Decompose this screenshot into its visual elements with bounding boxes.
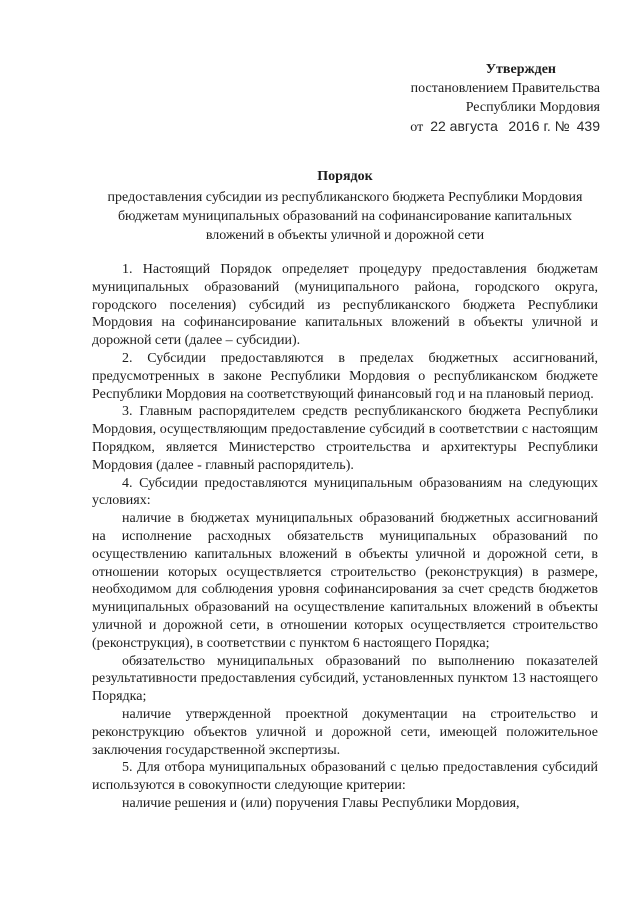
date-day-month: 22 августа (430, 118, 498, 134)
document-title: Порядок (317, 169, 373, 184)
paragraph-4: 4. Субсидии предоставляются муниципальным образованиям на следующих условиях: (92, 475, 598, 509)
document-title-block (90, 167, 600, 245)
decree-number: 439 (576, 118, 600, 134)
approval-stamp (380, 60, 600, 137)
paragraph-4-condition-3: наличие утвержденной проектной документации на строительство и реконструкцию объектов уличной и дорожной сети, имеющей положительное заключения государственной экспертизы. (92, 706, 598, 758)
paragraph-4-condition-1: наличие в бюджетах муниципальных образований бюджетных ассигнований на исполнение расходных обязательств муниципальных образований по осуществлению капитальных вложений в объекты уличной и дорожной сети, в отношении которых осуществляется строительство (реконструкция) в размере, необходимом для соблюдения уровня софинансирования за счет средств бюджетов муниципальных образований на осуществление капитальных вложений в объекты уличной и дорожной сети, в отношении которых осуществляется строительство (реконструкция), в соответствии с пунктом 6 настоящего Порядка; (92, 511, 598, 651)
approval-line-decree: постановлением Правительства (410, 81, 600, 96)
paragraph-5-criterion-1: наличие решения и (или) поручения Главы Республики Мордовия, (122, 795, 520, 811)
date-prefix: от (410, 120, 424, 135)
date-year: 2016 г. № (508, 118, 570, 134)
approval-date-line (380, 117, 600, 137)
approval-line-republic: Республики Мордовия (465, 100, 600, 115)
paragraph-3: 3. Главным распорядителем средств республиканского бюджета Республики Мордовия, осуществляющим предоставление субсидий в соответствии с настоящим Порядком, является Министерство строительства и архитектуры Республики Мордовия (далее - главный распорядитель). (92, 404, 598, 473)
paragraph-2: 2. Субсидии предоставляются в пределах бюджетных ассигнований, предусмотренных в законе Республики Мордовия о республиканском бюджете Республики Мордовия на соответствующий финансовый год и на плановый период. (92, 350, 598, 402)
paragraph-1: 1. Настоящий Порядок определяет процедуру предоставления бюджетам муниципальных образований (муниципального района, городского округа, городского поселения) субсидий из республиканского бюджета Республики Мордовия на софинансирование капитальных вложений в объекты уличной и дорожной сети (далее – субсидии). (92, 262, 598, 349)
document-subtitle: предоставления субсидии из республиканского бюджета Республики Мордовия бюджетам муниципальных образований на софинансирование капитальных вложений в объекты уличной и дорожной сети (107, 190, 583, 243)
paragraph-4-condition-2: обязательство муниципальных образований по выполнению показателей результативности предоставления субсидий, установленных пунктом 13 настоящего Порядка; (92, 653, 598, 705)
approved-label: Утвержден (485, 62, 556, 77)
document-body (92, 261, 598, 813)
paragraph-5: 5. Для отбора муниципальных образований с целью предоставления субсидий используются в совокупности следующие критерии: (92, 760, 598, 794)
